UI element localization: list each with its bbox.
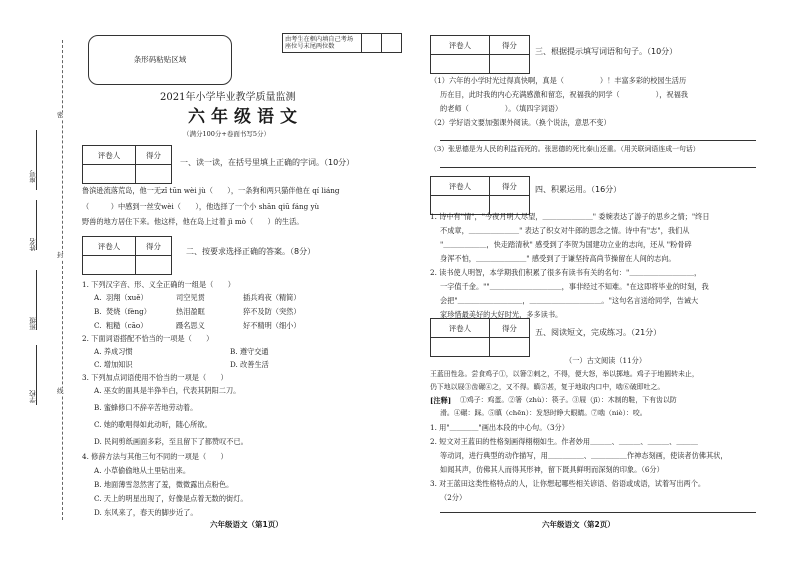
section3-line: （1）六年的小学时光过得真快啊，真是（ ）！丰富多彩的校园生活历 (430, 76, 687, 85)
score-col-grader: 评卷人 (431, 177, 490, 196)
section4-line: 身浑不怕，＿＿＿＿＿＿＿" 感受到了于谦坚持高尚节操留在人间的志向。 (440, 254, 676, 263)
answer-line[interactable] (440, 140, 756, 141)
section4-title: 四、积累运用。（16分） (535, 185, 622, 194)
question-line: 1. 用"＿＿＿＿"画出本段的中心句。（3分） (430, 423, 569, 432)
option-item: 好不精明（细小） (243, 321, 301, 330)
name-line-school[interactable] (36, 345, 37, 405)
score-cell[interactable] (489, 55, 529, 74)
section4-line: 会把"＿＿＿＿＿＿＿＿＿，＿＿＿＿＿＿＿＿＿＿。"这句名言送给同学，告诫大 (440, 296, 699, 305)
class-label: 班级 (29, 317, 37, 330)
score-col-grader: 评卷人 (431, 36, 490, 55)
option: A. 巫女的面具是半狰半白，代表其阴阳二刀。 (94, 386, 241, 395)
option: D. 民间剪纸画面多彩，至且留下了都赞叹不已。 (94, 437, 248, 446)
notes-label: [注释] (430, 396, 452, 405)
note-line: ①鸡子：鸡蛋。②箸（zhù）：筷子。③屐（jī）：木制的鞋，下有齿以防 (460, 396, 677, 404)
question-1: 1. 下列汉字音、形、义全正确的一组是（ ） (82, 280, 235, 289)
score-table-1 (82, 145, 172, 184)
score-note: （满分100分+卷面书写5分） (183, 130, 270, 138)
question-2: 2. 下面词语搭配不恰当的一项是（ ） (82, 334, 214, 343)
question-line: 如闻其声，仿佛其人而得其形神，留下既具鲜明而深刻的印象。（6分） (440, 465, 664, 474)
seat-digit-1[interactable] (362, 34, 382, 53)
grader-cell[interactable] (431, 55, 490, 74)
option: B. 遵守交通 (230, 347, 269, 356)
seat-label: 座号 (29, 170, 37, 183)
score-col-score: 得分 (489, 319, 529, 338)
score-table-2 (82, 236, 172, 275)
passage-line: 仍下地以屐③齿碾④之，又不得。瞋⑤甚，复于地取内口中，啮⑥破即吐之。 (430, 383, 665, 391)
barcode-area (88, 35, 232, 85)
score-table-5 (430, 318, 530, 357)
page1-footer: 六年级语文（第1页） (210, 520, 283, 529)
option: B. 蜜蜂修口不辞辛苦地劳动着。 (94, 403, 198, 412)
name-line-class[interactable] (36, 270, 37, 330)
option-letter: C. (94, 321, 102, 330)
score-cell[interactable] (135, 256, 171, 275)
score-col-grader: 评卷人 (83, 237, 136, 256)
option: C. 增加知识 (94, 360, 133, 369)
binding-char: 密 (57, 111, 64, 119)
page2-footer: 六年级语文（第2页） (542, 520, 615, 529)
option-item: 粗糙（cāo） (106, 321, 148, 330)
name-line-name[interactable] (36, 200, 37, 250)
section4-line: 一字值千金。""＿＿＿＿＿＿＿＿＿＿，事非经过不知难。"在这即将毕业的时刻，我 (440, 282, 709, 291)
option-item: 热泪盈眶 (176, 307, 205, 316)
option-item: 焚烧（fèng） (106, 307, 151, 316)
answer-line[interactable] (440, 512, 756, 513)
section3-title: 三、根据提示填写词语和句子。（10分） (535, 47, 678, 56)
grader-cell[interactable] (83, 165, 136, 184)
option-letter: B. (94, 307, 102, 316)
option-item: 插兵鸡夜（精简） (243, 293, 301, 302)
option: B. 地面薄雪忽然害了羞，微微露出点粉色。 (94, 480, 234, 489)
binding-char: 封 (57, 251, 64, 259)
score-table-3 (430, 35, 530, 74)
question-line: 2. 短文对王蓝田的性格刻画得栩栩如生。作者妙用＿＿＿、＿＿＿、＿＿＿、＿＿＿ (430, 437, 698, 446)
section4-line: 不成章，＿＿＿＿＿＿＿" 表达了织女对牛郎的思念之情。诗中有"志"，我们从 (440, 226, 690, 235)
section2-title: 二、按要求选择正确的答案。（8分） (186, 247, 316, 256)
section3-line: （2）学好语文要加强课外阅读。（换个说法，意思不变） (430, 118, 611, 127)
score-col-score: 得分 (489, 36, 529, 55)
score-table-4 (430, 176, 530, 215)
option-letter: A. (94, 293, 102, 302)
section1-line: 鲁滨逊流落荒岛，他一无zǐ tūn wèi jù（ ），一条狗和两只猫伴他在 qí liáng (82, 186, 340, 195)
score-cell[interactable] (135, 165, 171, 184)
question-line: （2分） (440, 493, 467, 502)
section3-line: （3）张思德是为人民的利益而死的。张思德的死比泰山还重。（用关联词语连成一句话） (430, 145, 700, 153)
option-item: 司空见贯 (176, 293, 205, 302)
section5-subtitle: （一）古文阅读（11分） (565, 356, 647, 365)
score-col-score: 得分 (489, 177, 529, 196)
section3-line: 历在目，此时我的内心充满感激和留恋，祝福我的同学（ ），祝福我 (440, 90, 688, 99)
option: C. 天上的明星出现了，好像是点着无数的街灯。 (94, 494, 248, 503)
question-4: 4. 修辞方法与其他三句不同的一项是（ ） (82, 452, 228, 461)
score-cell[interactable] (489, 338, 529, 357)
section4-line: 2. 读书使人明智，本学期我们积累了很多有读书有关的名句："＿＿＿＿＿＿＿＿＿， (430, 268, 702, 277)
examinee-seat-box (282, 33, 402, 53)
section5-title: 五、阅读短文，完成练习。（21分） (535, 328, 662, 337)
section1-title: 一、读一读，在括号里填上正确的字词。（10分） (180, 158, 355, 167)
name-line-seat[interactable] (36, 130, 37, 190)
question-line: 等动词，进行典型的动作描写，用＿＿＿＿＿、＿＿＿＿＿作神态刻画，使读者仿佛其状， (440, 451, 728, 460)
subject-title: 六年级语文 (188, 107, 303, 127)
option: A. 养成习惯 (94, 347, 133, 356)
question-line: 3. 对王蓝田这类性格特点的人，让你想起哪些相关谚语、俗语或成语，试着写出两个。 (430, 479, 706, 488)
score-col-grader: 评卷人 (431, 319, 490, 338)
option: C. 她的歌唱得如此动听，随心所欲。 (94, 420, 212, 429)
question-3: 3. 下列加点词语使用不恰当的一项是（ ） (82, 373, 228, 382)
option: D. 东风来了，春天的脚步近了。 (94, 508, 198, 517)
section3-line: 的老师（ ）。（填四字词语） (440, 104, 563, 113)
seat-digit-2[interactable] (382, 34, 402, 53)
exam-title: 2021年小学毕业教学质量监测 (160, 92, 296, 103)
section4-line: "＿＿＿＿＿＿，快走踏清秋" 感受到了李贺为国建功立业的志向，还从 "粉骨碎 (440, 240, 692, 249)
score-col-score: 得分 (135, 146, 171, 165)
barcode-label: 条形码粘贴区域 (133, 55, 187, 65)
name-label: 姓名 (29, 238, 37, 251)
section4-line: 家珍惜最美好的大好时光，多多读书。 (440, 310, 563, 319)
section1-line: （ ）中感到一丝安wèi（ ），他选择了一个小 shān qiū fáng yù (82, 202, 320, 211)
binding-char: 线 (57, 387, 64, 395)
score-col-score: 得分 (135, 237, 171, 256)
grader-cell[interactable] (431, 338, 490, 357)
section1-line: 野兽的地方居住下来。他这样，他在岛上过着 jì mò（ ）的生活。 (82, 217, 304, 226)
grader-cell[interactable] (83, 256, 136, 275)
option: A. 小草偷偷地从土里钻出来。 (94, 466, 191, 475)
answer-line[interactable] (440, 167, 756, 168)
score-col-grader: 评卷人 (83, 146, 136, 165)
examinee-note: 由考生在框内填自己考场座位号末尾两位数 (283, 34, 362, 53)
note-line: 滑。④碾：踩。⑤瞋（chēn）：发怒时睁大眼睛。⑦啮（niè）：咬。 (440, 409, 647, 417)
passage-line: 王蓝田性急。尝食鸡子①，以箸②刺之，不得，便大怒，举以掷地。鸡子于地圆转未止， (430, 370, 699, 378)
option: D. 改善生活 (230, 360, 269, 369)
section4-line: 1. 诗中有"情"，"今夜月明人尽望，＿＿＿＿＿＿＿" 委婉表达了游子的思乡之情；"终日 (430, 212, 710, 221)
option-item: 蹑名思义 (176, 321, 205, 330)
option-item: 羽翔（xuě） (106, 293, 148, 302)
option-item: 猝不及防（突然） (243, 307, 301, 316)
school-label: 学校 (29, 390, 37, 403)
